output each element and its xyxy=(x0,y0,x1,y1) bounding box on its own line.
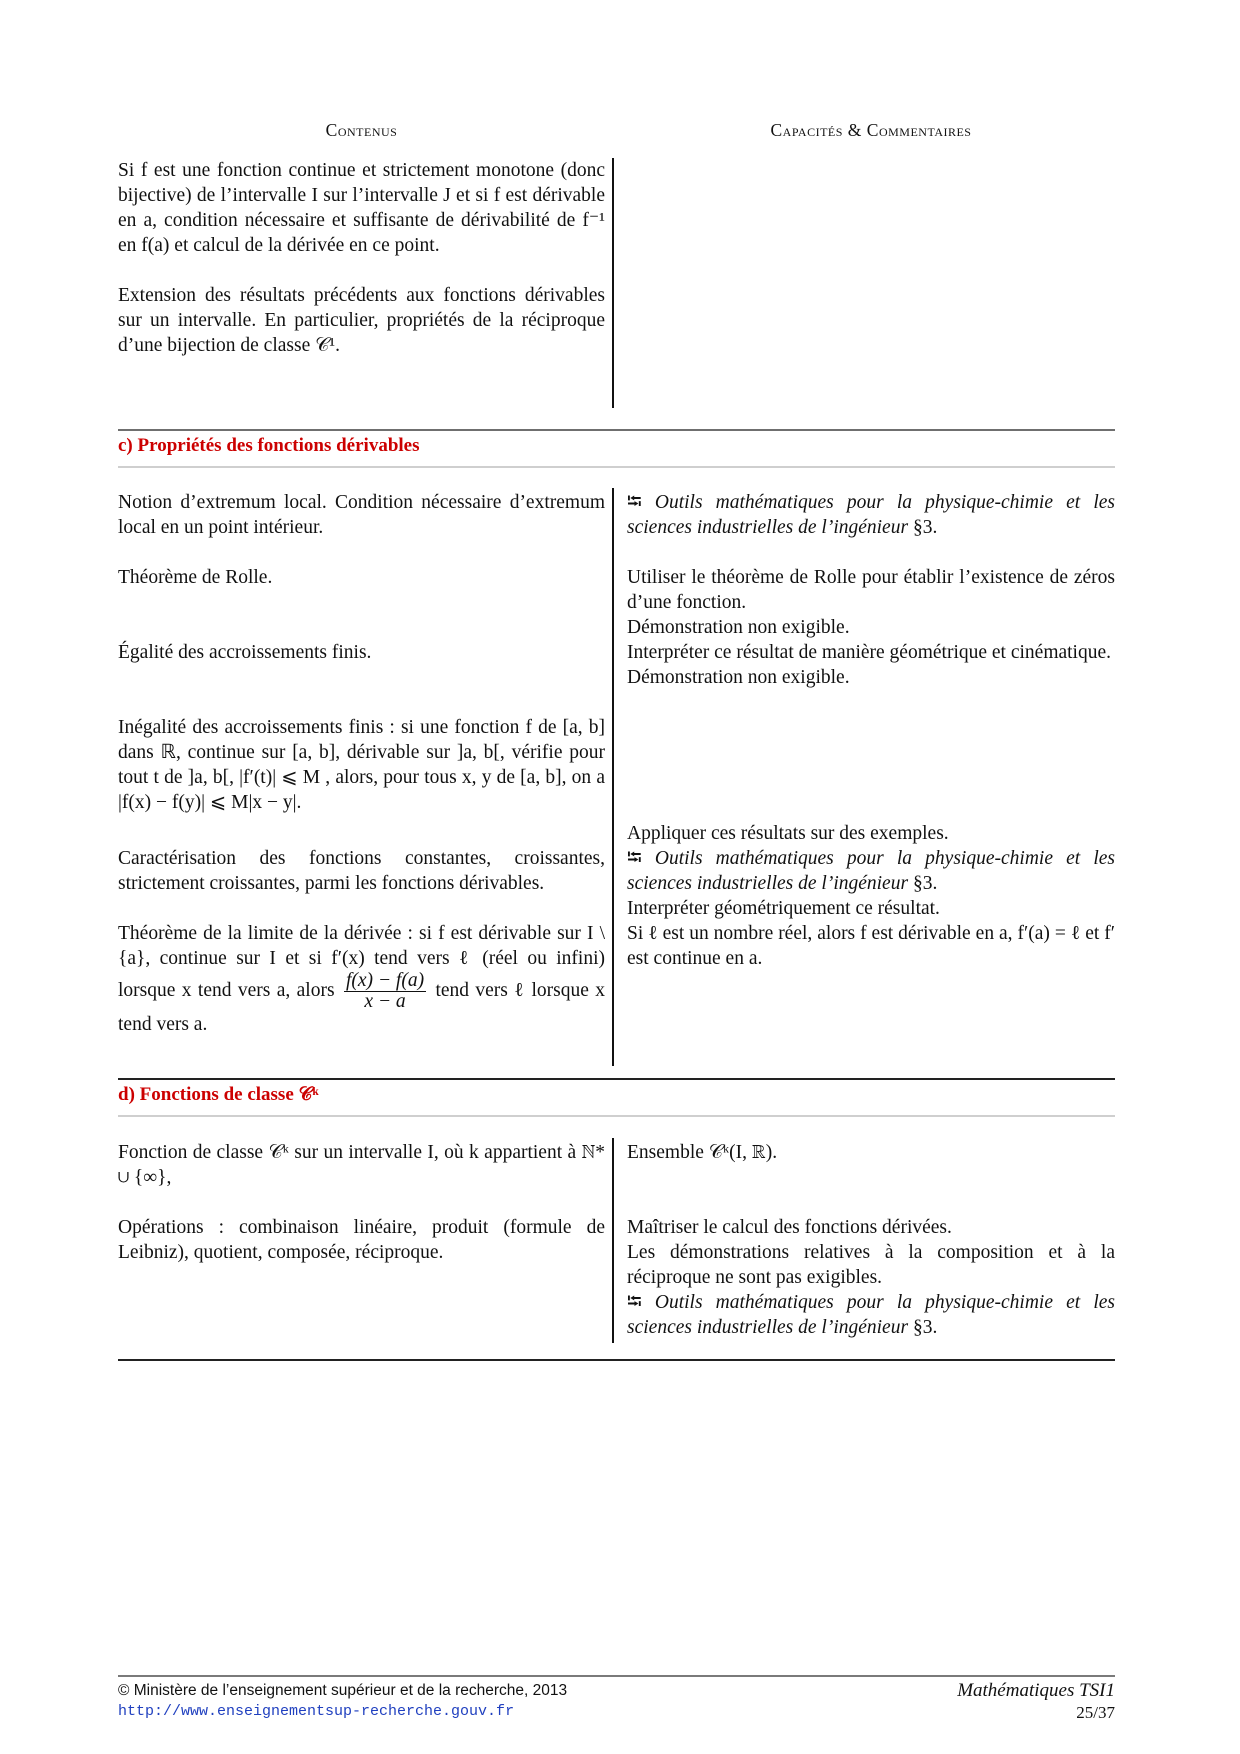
caracterisation-text: Caractérisation des fonctions constantes, croissantes, strictement croissantes, parmi les fonctions dérivables. xyxy=(118,848,605,894)
section-c-left xyxy=(118,490,605,1037)
cross-reference-section: §3. xyxy=(912,1317,938,1338)
inegalite-text: Inégalité des accroissements finis : si une fonction f de [a, b] dans ℝ, continue sur [a, b], dérivable sur ]a, b[, vérifie pour tout t de ]a, b[, |f′(t)| ⩽ M , alors, pour tous x, y de [a, b], on a |f(x) − f(y)| ⩽ M|x − y|. xyxy=(118,717,605,813)
link-arrows-icon: ⭾ xyxy=(627,492,642,513)
footer-copyright: © Ministère de l’enseignement supérieur et de la recherche, 2013 xyxy=(118,1682,568,1699)
footer-doc-title: Mathématiques TSI1 xyxy=(957,1680,1115,1701)
section-divider-light xyxy=(118,466,1115,468)
section-divider xyxy=(118,429,1115,431)
extension-text: Extension des résultats précédents aux fonctions dérivables sur un intervalle. En particulier, propriétés de la réciproque d’une bijection de classe 𝒞¹. xyxy=(118,285,605,356)
top-block-left xyxy=(118,158,605,358)
ops-comment-1: Maîtriser le calcul des fonctions dérivées. xyxy=(627,1217,952,1238)
extremum-text: Notion d’extremum local. Condition nécessaire d’extremum local en un point intérieur. xyxy=(118,492,605,538)
cross-reference xyxy=(627,1290,1115,1340)
fraction-numerator: f(x) − f(a) xyxy=(345,970,425,991)
operations-text: Opérations : combinaison linéaire, produit (formule de Leibniz), quotient, composée, réciproque. xyxy=(118,1217,605,1263)
link-arrows-icon: ⭾ xyxy=(627,1292,642,1313)
rolle-comment-2: Démonstration non exigible. xyxy=(627,617,850,638)
section-d-right xyxy=(627,1140,1115,1340)
ops-comment-2: Les démonstrations relatives à la composition et à la réciproque ne sont pas exigibles. xyxy=(627,1242,1115,1288)
link-arrows-icon: ⭾ xyxy=(627,848,642,869)
section-c-right xyxy=(627,490,1115,971)
footer-url-link[interactable]: http://www.enseignementsup-recherche.gouv.fr xyxy=(118,1703,515,1720)
cross-reference-text[interactable]: Outils mathématiques pour la physique-chimie et les sciences industrielles de l’ingénieur xyxy=(627,848,1115,894)
limite-prefix: Théorème de la limite de la dérivée : si f est dérivable sur I \ {a}, continue sur I et si f′(x) tend vers ℓ (réel ou infini) lorsque x tend vers a, alors xyxy=(118,923,605,1001)
section-d-left xyxy=(118,1140,605,1265)
classe-ck-text: Fonction de classe 𝒞ᵏ sur un intervalle I, où k appartient à ℕ* ∪ {∞}, xyxy=(118,1142,605,1188)
cross-reference xyxy=(627,490,1115,540)
column-divider xyxy=(612,488,614,1066)
cross-reference-section: §3. xyxy=(912,873,938,894)
table-end-divider xyxy=(118,1359,1115,1361)
rolle-comment-1: Utiliser le théorème de Rolle pour établir l’existence de zéros d’une fonction. xyxy=(627,567,1115,613)
footer-page-number: 25/37 xyxy=(1076,1703,1115,1722)
header-capacites: Capacités & Commentaires xyxy=(770,120,972,140)
fraction xyxy=(344,971,426,1012)
section-c-title: c) Propriétés des fonctions dérivables xyxy=(118,435,420,456)
limite-comment-2: Si ℓ est un nombre réel, alors f est dérivable en a, f′(a) = ℓ et f′ est continue en a. xyxy=(627,923,1115,969)
inverse-derivative-text: Si f est une fonction continue et strictement monotone (donc bijective) de l’intervalle I sur l’intervalle J et si f est dérivable en a, condition nécessaire et suffisante de dérivabilité de f⁻¹ en f(a) et calcul de la dérivée en ce point. xyxy=(118,160,605,256)
cross-reference-section: §3. xyxy=(912,517,938,538)
cross-reference-text[interactable]: Outils mathématiques pour la physique-chimie et les sciences industrielles de l’ingénieur xyxy=(627,492,1115,538)
section-divider-light xyxy=(118,1115,1115,1117)
egalite-text: Égalité des accroissements finis. xyxy=(118,642,372,663)
carac-comment-1: Appliquer ces résultats sur des exemples. xyxy=(627,823,949,844)
cross-reference-text[interactable]: Outils mathématiques pour la physique-chimie et les sciences industrielles de l’ingénieur xyxy=(627,1292,1115,1338)
rolle-text: Théorème de Rolle. xyxy=(118,567,273,588)
limite-suffix: tend vers ℓ lorsque x tend vers a. xyxy=(118,979,606,1035)
ensemble-text: Ensemble 𝒞ᵏ(I, ℝ). xyxy=(627,1142,778,1163)
column-divider xyxy=(612,158,614,408)
header-contenus: Contenus xyxy=(325,120,398,140)
egalite-comment-2: Démonstration non exigible. xyxy=(627,667,850,688)
fraction-denominator: x − a xyxy=(364,991,406,1012)
limite-derivee-text xyxy=(118,921,605,1037)
section-d-title: d) Fonctions de classe 𝒞ᵏ xyxy=(118,1084,319,1105)
column-divider xyxy=(612,1138,614,1343)
section-divider xyxy=(118,1078,1115,1080)
footer-divider xyxy=(118,1675,1115,1677)
limite-comment-1: Interpréter géométriquement ce résultat. xyxy=(627,898,940,919)
egalite-comment-1: Interpréter ce résultat de manière géométrique et cinématique. xyxy=(627,642,1112,663)
cross-reference xyxy=(627,846,1115,896)
